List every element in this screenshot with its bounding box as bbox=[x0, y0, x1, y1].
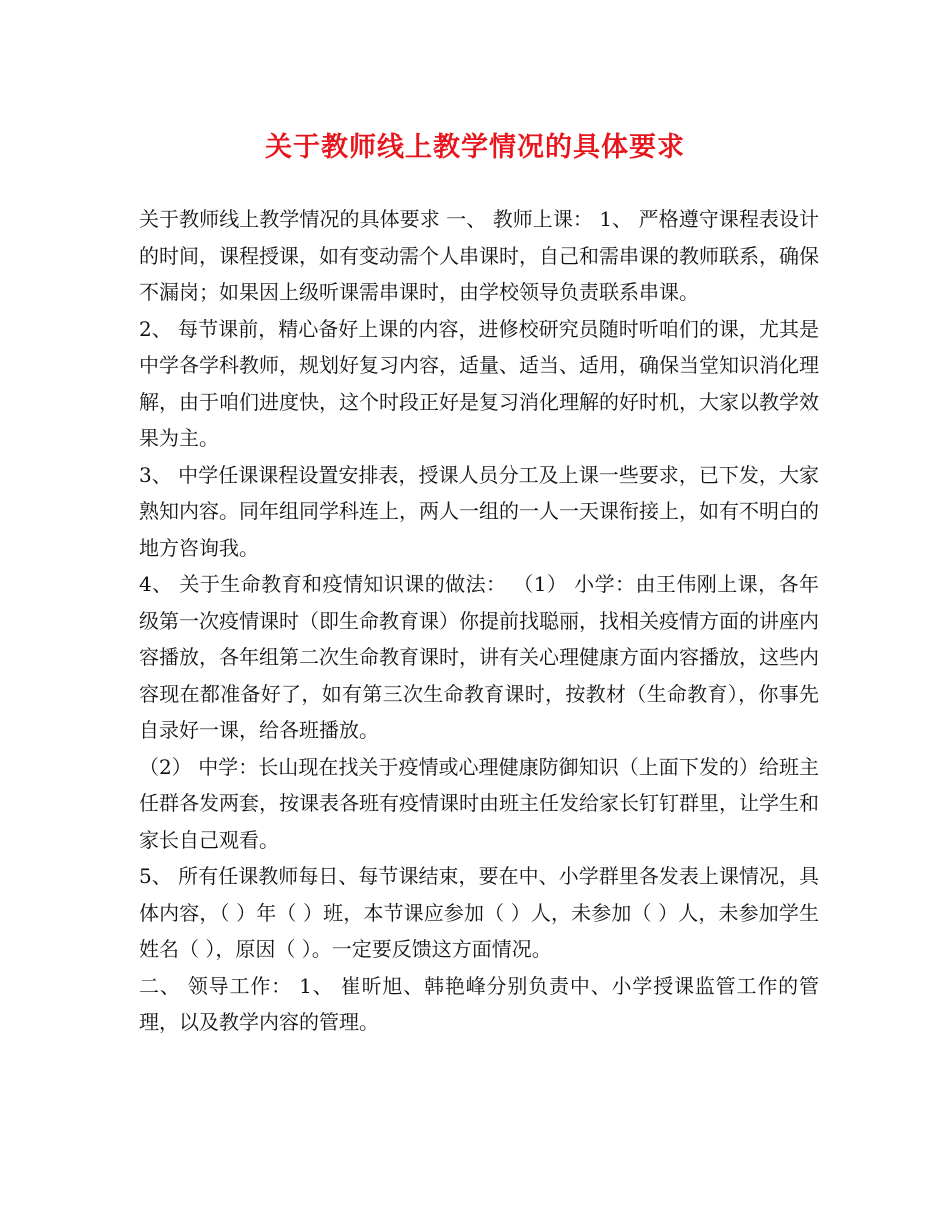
paragraph-3: 3、 中学任课课程设置安排表，授课人员分工及上课一些要求，已下发，大家熟知内容。同年组同学科连上，两人一组的一人一天课衔接上，如有不明白的地方咨询我。 bbox=[139, 462, 819, 560]
paragraph-5: （2） 中学：长山现在找关于疫情或心理健康防御知识（上面下发的）给班主任群各发两套，按课表各班有疫情课时由班主任发给家长钉钉群里，让学生和家长自己观看。 bbox=[139, 754, 819, 852]
paragraph-6: 5、 所有任课教师每日、每节课结束，要在中、小学群里各发表上课情况，具体内容，（ ）年（ ）班，本节课应参加（ ）人，未参加（ ）人，未参加学生姓名（ ），原因（ ）。一定要反馈这方面情况。 bbox=[139, 864, 819, 961]
paragraph-4: 4、 关于生命教育和疫情知识课的做法： （1） 小学：由王伟刚上课，各年级第一次疫情课时（即生命教育课）你提前找聪丽，找相关疫情方面的讲座内容播放，各年组第二次生命教育课时，讲有关心理健康方面内容播放，这些内容现在都准备好了，如有第三次生命教育课时，按教材（生命教育），你事先自录好一课，给各班播放。 bbox=[139, 572, 819, 742]
document-body bbox=[139, 201, 819, 1041]
paragraph-2: 2、 每节课前，精心备好上课的内容，进修校研究员随时听咱们的课，尤其是中学各学科教师，规划好复习内容，适量、适当、适用，确保当堂知识消化理解，由于咱们进度快，这个时段正好是复习消化理解的好时机，大家以教学效果为主。 bbox=[139, 316, 819, 450]
paragraph-7: 二、 领导工作： 1、 崔昕旭、韩艳峰分别负责中、小学授课监管工作的管理，以及教学内容的管理。 bbox=[139, 973, 819, 1034]
document-title: 关于教师线上教学情况的具体要求 bbox=[265, 132, 685, 163]
paragraph-1: 关于教师线上教学情况的具体要求 一、 教师上课： 1、 严格遵守课程表设计的时间，课程授课，如有变动需个人串课时，自己和需串课的教师联系，确保不漏岗；如果因上级听课需串课时，由学校领导负责联系串课。 bbox=[139, 207, 819, 304]
